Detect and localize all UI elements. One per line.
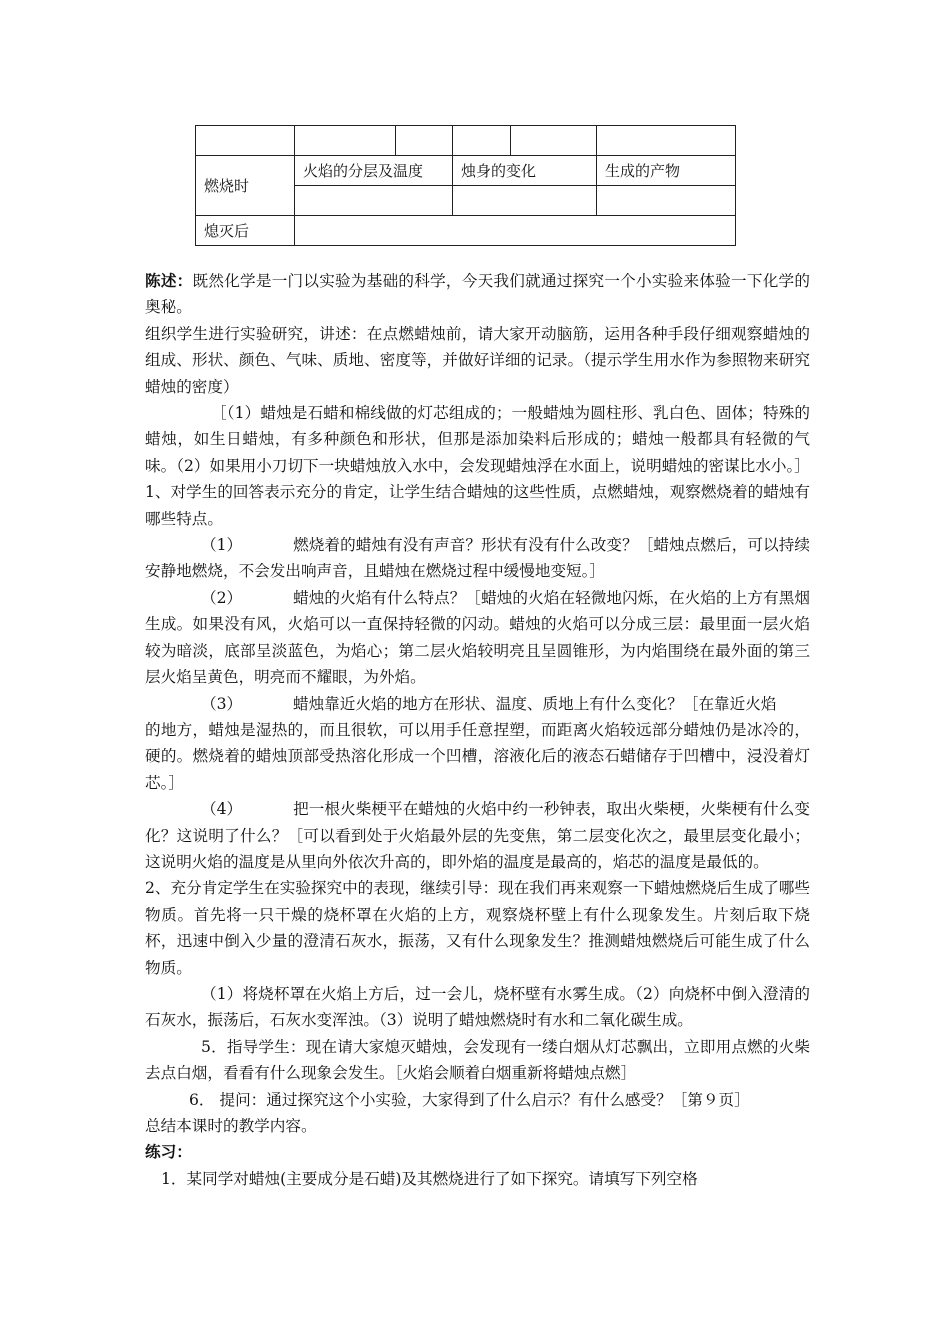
- step2-paragraph: 2、充分肯定学生在实验探究中的表现，继续引导：现在我们再来观察一下蜡烛燃烧后生成了哪些物质。首先将一只干燥的烧杯罩在火焰的上方，观察烧杯壁上有什么现象发生。片刻后取下烧杯，迅速中倒入少量的澄清石灰水，振荡，又有什么现象发生？推测蜡烛燃烧后可能生成了什么物质。: [145, 879, 810, 977]
- question-number: （3）: [201, 694, 243, 713]
- table-cell: [196, 126, 295, 156]
- question-2: [145, 585, 810, 691]
- statement-paragraph: [145, 268, 810, 321]
- step5-paragraph: 5．指导学生：现在请大家熄灭蜡烛，会发现有一缕白烟从灯芯飘出，立即用点燃的火柴去点白烟，看看有什么现象会发生。［火焰会顺着白烟重新将蜡烛点燃］: [145, 1037, 810, 1083]
- question-4: [145, 796, 810, 875]
- row-label-burning: 燃烧时: [196, 156, 295, 216]
- table-cell: [295, 216, 736, 246]
- question-3: [145, 691, 810, 717]
- table-cell: [511, 126, 597, 156]
- step1-paragraph: 1、对学生的回答表示充分的肯定，让学生结合蜡烛的这些性质，点燃蜡烛，观察燃烧着的蜡烛有哪些特点。: [145, 483, 810, 528]
- row-label-after: 熄灭后: [196, 216, 295, 246]
- step6-paragraph: 6． 提问：通过探究这个小实验，大家得到了什么启示？有什么感受？［第９页］: [189, 1090, 750, 1109]
- table-cell: [453, 186, 597, 216]
- header-product: 生成的产物: [597, 156, 736, 186]
- question-text: 蜡烛的火焰有什么特点？［蜡烛的火焰在轻微地闪烁，在火焰的上方有黑烟生成。如果没有风，火焰可以一直保持轻微的闪动。蜡烛的火焰可以分成三层：最里面一层火焰较为暗淡，底部呈淡蓝色，为焰心；第二层火焰较明亮且呈圆锥形，为内焰围绕在最外面的第三层火焰呈黄色，明亮而不耀眼，为外焰。: [145, 588, 810, 687]
- observation-table: [195, 125, 736, 246]
- question-text: 把一根火柴梗平在蜡烛的火焰中约一秒钟表，取出火柴梗，火柴梗有什么变化？这说明了什么？［可以看到处于火焰最外层的先变焦，第二层变化次之，最里层变化最小；这说明火焰的温度是从里向外依次升高的，即外焰的温度是最高的，焰芯的温度是最低的。: [145, 800, 810, 871]
- table-row: [196, 216, 736, 246]
- header-candle-body: 烛身的变化: [453, 156, 597, 186]
- question-number: （4）: [201, 800, 243, 819]
- question-text: 蜡烛靠近火焰的地方在形状、温度、质地上有什么变化？［在靠近火焰: [293, 694, 777, 713]
- table-cell: [453, 126, 511, 156]
- question-3-continued: 的地方，蜡烛是湿热的，而且很软，可以用手任意捏塑，而距离火焰较远部分蜡烛仍是冰冷的，硬的。燃烧着的蜡烛顶部受热溶化形成一个凹槽，溶液化后的液态石蜡储存于凹槽中，浸没着灯芯。］: [145, 720, 810, 792]
- table-row: [196, 156, 736, 186]
- question-text: 燃烧着的蜡烛有没有声音？形状有没有什么改变？［蜡烛点燃后，可以持续安静地燃烧，不会发出响声音，且蜡烛在燃烧过程中缓慢地变短。］: [145, 536, 810, 581]
- lesson-text: [145, 268, 810, 1192]
- table-row: [196, 126, 736, 156]
- table-cell: [396, 126, 453, 156]
- summary-paragraph: 总结本课时的教学内容。: [145, 1117, 317, 1135]
- answer2-paragraph: （1）将烧杯罩在火焰上方后，过一会儿，烧杯壁有水雾生成。（2）向烧杯中倒入澄清的石灰水，振荡后，石灰水变浑浊。（3）说明了蜡烛燃烧时有水和二氧化碳生成。: [145, 984, 810, 1030]
- question-number: （1）: [201, 536, 243, 555]
- table-cell: [597, 186, 736, 216]
- exercise-label: 练习：: [145, 1142, 192, 1162]
- table-cell: [295, 186, 453, 216]
- question-number: （2）: [201, 588, 243, 607]
- organize-paragraph: 组织学生进行实验研究，讲述：在点燃蜡烛前，请大家开动脑筋，运用各种手段仔细观察蜡烛的组成、形状、颜色、气味、质地、密度等，并做好详细的记录。（提示学生用水作为参照物来研究蜡烛的密度）: [145, 324, 810, 396]
- table-cell: [295, 126, 396, 156]
- table-cell: [597, 126, 736, 156]
- answer1-paragraph: ［（1）蜡烛是石蜡和棉线做的灯芯组成的；一般蜡烛为圆柱形、乳白色、固体；特殊的蜡烛，如生日蜡烛，有多种颜色和形状，但那是添加染料后形成的；蜡烛一般都具有轻微的气味。（2）如果用小刀切下一块蜡烛放入水中，会发现蜡烛浮在水面上，说明蜡烛的密谋比水小。］: [145, 404, 810, 475]
- header-flame: 火焰的分层及温度: [295, 156, 453, 186]
- statement-label: 陈述：: [145, 271, 193, 290]
- question-1: [145, 532, 810, 585]
- exercise-item-1: 1．某同学对蜡烛(主要成分是石蜡)及其燃烧进行了如下探究。请填写下列空格: [161, 1169, 698, 1188]
- statement-text: 既然化学是一门以实验为基础的科学，今天我们就通过探究一个小实验来体验一下化学的奥秘。: [145, 272, 810, 317]
